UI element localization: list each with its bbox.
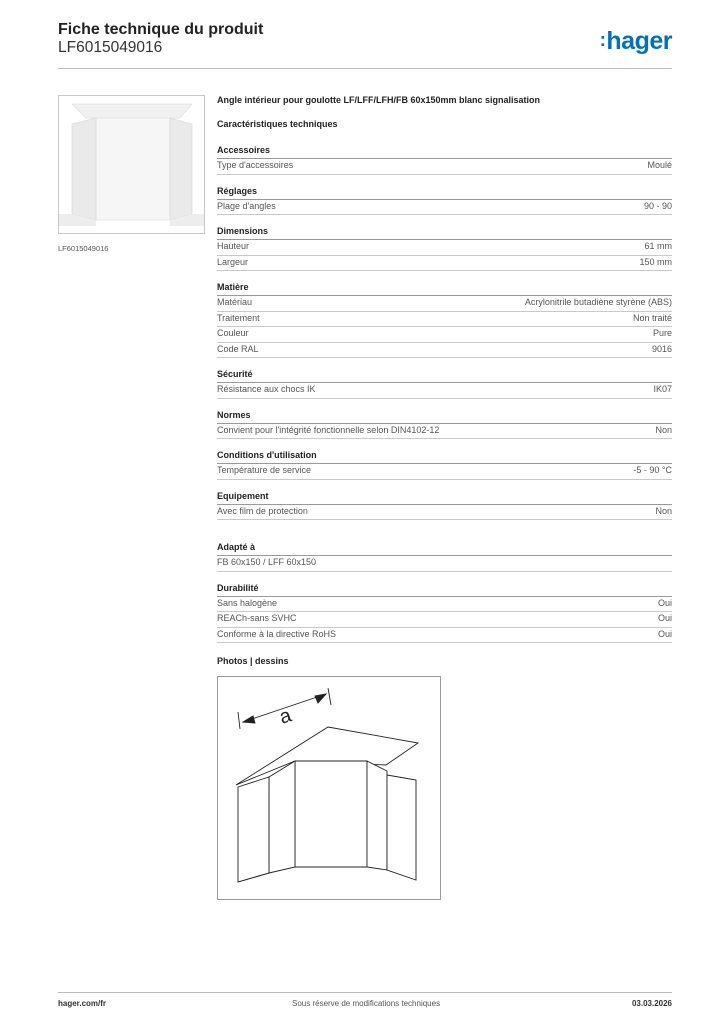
spec-value: Non xyxy=(655,424,672,435)
spec-group-title: Conditions d'utilisation xyxy=(217,449,672,464)
spec-value: 9016 xyxy=(651,343,672,354)
spec-group-title: Equipement xyxy=(217,490,672,505)
spec-label: Convient pour l'intégrité fonctionnelle selon DIN4102-12 xyxy=(217,424,440,435)
spec-group-title: Dimensions xyxy=(217,225,672,240)
spec-row xyxy=(217,464,672,480)
adapted-title: Adapté à xyxy=(217,541,672,556)
footer-disclaimer: Sous réserve de modifications techniques xyxy=(292,999,441,1008)
spec-row xyxy=(217,327,672,343)
spec-group-title: Réglages xyxy=(217,185,672,200)
spec-value: Oui xyxy=(657,613,672,623)
spec-value: Moulé xyxy=(647,160,672,170)
spec-group-title: Accessoires xyxy=(217,144,672,159)
dimension-label: a xyxy=(276,704,295,729)
spec-label: Température de service xyxy=(217,465,312,475)
spec-row xyxy=(217,556,672,572)
spec-row xyxy=(217,312,672,328)
document-title: Fiche technique du produit xyxy=(58,21,264,38)
spec-label: Largeur xyxy=(217,256,249,267)
spec-groups xyxy=(217,144,672,520)
spec-row xyxy=(217,505,672,521)
spec-row xyxy=(217,159,672,175)
spec-row xyxy=(217,240,672,256)
spec-label: Matériau xyxy=(217,297,253,307)
specifications xyxy=(217,95,672,669)
header-divider xyxy=(58,68,672,69)
spec-value: 61 mm xyxy=(644,241,672,251)
spec-row xyxy=(217,343,672,359)
spec-value: Pure xyxy=(652,328,672,338)
spec-row xyxy=(217,200,672,216)
spec-label: Traitement xyxy=(217,312,260,323)
footer-divider xyxy=(58,992,672,993)
spec-value: Oui xyxy=(657,597,672,608)
spec-label: FB 60x150 / LFF 60x150 xyxy=(217,557,317,567)
product-name: Angle intérieur pour goulotte LF/LFF/LFH/FB 60x150mm blanc signalisation xyxy=(217,95,541,105)
spec-row xyxy=(217,424,672,440)
spec-label: Avec film de protection xyxy=(217,505,308,516)
spec-label: REACh-sans SVHC xyxy=(217,613,297,623)
spec-label: Couleur xyxy=(217,328,249,338)
spec-label: Sans halogène xyxy=(217,597,278,608)
spec-row xyxy=(217,597,672,613)
spec-value: 90 - 90 xyxy=(643,200,672,211)
footer-website[interactable]: hager.com/fr xyxy=(58,999,107,1008)
specs-title: Caractéristiques techniques xyxy=(217,119,338,129)
spec-group-title: Sécurité xyxy=(217,368,672,383)
spec-row xyxy=(217,296,672,312)
product-code: LF6015049016 xyxy=(58,39,163,56)
spec-row xyxy=(217,628,672,644)
durability-title: Durabilité xyxy=(217,582,672,597)
product-photo xyxy=(58,95,205,234)
technical-drawing xyxy=(217,676,441,900)
spec-value: Oui xyxy=(657,628,672,639)
spec-label: Hauteur xyxy=(217,241,250,251)
spec-label: Conforme à la directive RoHS xyxy=(217,628,337,639)
spec-value: Non traité xyxy=(632,312,672,323)
hager-logo: :hager xyxy=(599,27,672,55)
spec-group-title: Matière xyxy=(217,281,672,296)
spec-value: IK07 xyxy=(653,384,672,394)
photos-title: Photos | dessins xyxy=(217,656,289,666)
photo-caption: LF6015049016 xyxy=(58,244,109,253)
spec-label: Code RAL xyxy=(217,343,259,354)
spec-row xyxy=(217,256,672,272)
spec-row xyxy=(217,612,672,628)
spec-label: Résistance aux chocs IK xyxy=(217,384,316,394)
spec-row xyxy=(217,383,672,399)
spec-value: Non xyxy=(655,505,672,516)
spec-value: 150 mm xyxy=(639,256,672,267)
spec-label: Plage d'angles xyxy=(217,200,276,211)
spec-label: Type d'accessoires xyxy=(217,160,294,170)
footer-date: 03.03.2026 xyxy=(631,999,672,1008)
spec-value: -5 - 90 °C xyxy=(633,465,672,475)
spec-group-title: Normes xyxy=(217,409,672,424)
spec-value: Acrylonitrile butadiène styrène (ABS) xyxy=(524,297,672,307)
